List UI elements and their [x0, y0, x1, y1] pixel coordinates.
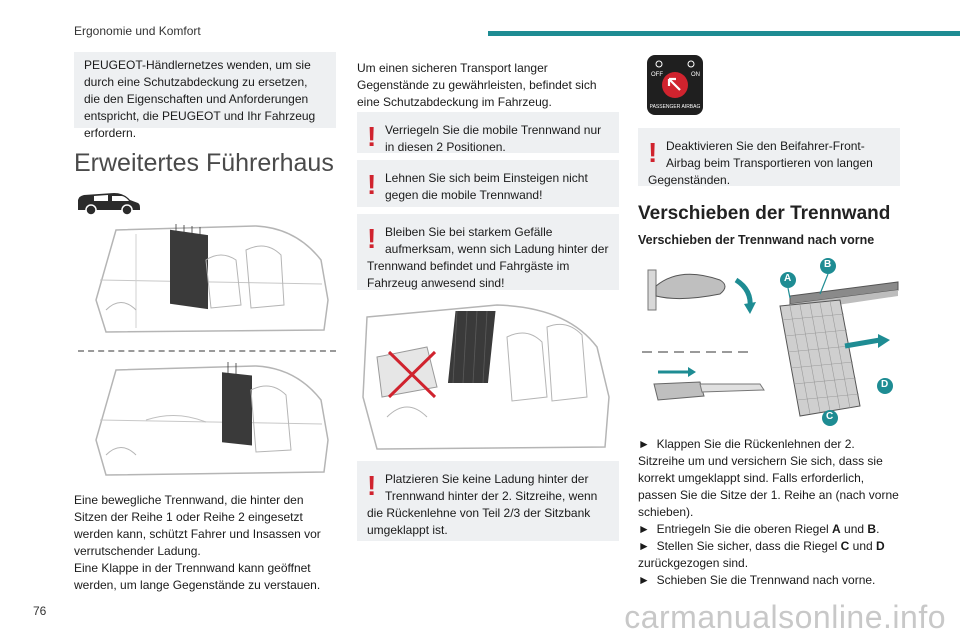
van-partition-row1-illustration — [86, 220, 336, 342]
label-c: C — [826, 411, 834, 422]
warning-text-4: Platzieren Sie keine Ladung hinter der Trennwand hinter der 2. Sitzreihe, wenn die Rückenlehne von Teil 2/3 der Sitzbank umgeklappt ist. — [367, 472, 598, 537]
warning-icon: ! — [367, 470, 377, 501]
section-heading-extended-cab: Erweitertes Führerhaus — [74, 149, 334, 177]
partition-description-1: Eine bewegliche Trennwand, die hinter den Sitzen der Reihe 1 oder Reihe 2 eingesetzt werden kann, schützt Fahrer und Insassen vor verrutschender Ladung. — [74, 493, 321, 558]
no-cargo-behind-partition-illustration — [357, 297, 619, 455]
subheading-move-forward: Verschieben der Trennwand nach vorne — [638, 233, 875, 247]
van-icon — [74, 190, 142, 216]
illustration-separator — [78, 350, 336, 352]
van-partition-row2-illustration — [86, 360, 336, 485]
label-a: A — [784, 273, 792, 284]
warning-icon: ! — [367, 223, 377, 254]
step-arrow: ► — [638, 573, 650, 587]
page-number: 76 — [33, 604, 47, 618]
label-b: B — [824, 259, 832, 270]
warning-text-airbag: Deaktivieren Sie den Beifahrer-Front-Airbag beim Transportieren von langen Gegenständen. — [648, 139, 873, 187]
section-heading-move-partition: Verschieben der Trennwand — [638, 203, 891, 224]
warning-text-2: Lehnen Sie sich beim Einsteigen nicht gegen die mobile Trennwand! — [385, 171, 588, 202]
airbag-caption: PASSENGER AIRBAG — [649, 104, 701, 110]
warning-text-1: Verriegeln Sie die mobile Trennwand nur in diesen 2 Positionen. — [385, 123, 602, 154]
step-4: ► Schieben Sie die Trennwand nach vorne. — [638, 573, 876, 587]
watermark: carmanualsonline.info — [624, 599, 946, 635]
partition-description-2: Eine Klappe in der Trennwand kann geöffnet werden, um lange Gegenstände zu verstauen. — [74, 561, 321, 592]
warning-box-1 — [357, 112, 619, 153]
step-arrow: ► — [638, 522, 650, 536]
passenger-airbag-icon — [647, 55, 703, 115]
warning-text-3: Bleiben Sie bei starkem Gefälle aufmerksam, wenn sich Ladung hinter der Trennwand befindet und Fahrgäste im Fahrzeug anwesend sind! — [367, 225, 609, 290]
continued-note — [74, 52, 336, 140]
step-1: ► Klappen Sie die Rückenlehnen der 2. Sitzreihe um und versichern Sie sich, dass sie korrekt umgeklappt sind. Falls erforderlich, passen Sie die Sitze der 1. Reihe an (nach vorne schieben). — [638, 437, 899, 519]
step-arrow: ► — [638, 539, 650, 553]
step-3: ► Stellen Sie sicher, dass die Riegel C und D zurückgezogen sind. — [638, 539, 885, 570]
continued-note-text: PEUGEOT-Händlernetzes wenden, um sie durch eine Schutzabdeckung zu ersetzen, die den Eigenschaften und Anforderungen entspricht, die PEUGEOT und Ihr Fahrzeug erfordern. — [84, 58, 316, 140]
label-d: D — [881, 379, 889, 390]
warning-box-4 — [357, 461, 619, 541]
intro-paragraph: Um einen sicheren Transport langer Gegenstände zu gewährleisten, befindet sich eine Schutzabdeckung im Fahrzeug. — [357, 61, 597, 109]
warning-icon: ! — [367, 121, 377, 152]
section-title: Ergonomie und Komfort — [74, 24, 201, 38]
airbag-on-label: ON — [691, 72, 700, 78]
warning-icon: ! — [648, 137, 658, 168]
airbag-off-label: OFF — [651, 72, 663, 78]
partition-latch-illustration — [640, 256, 902, 426]
step-2: ► Entriegeln Sie die oberen Riegel A und B. — [638, 522, 880, 536]
warning-box-3 — [357, 214, 619, 290]
warning-icon: ! — [367, 169, 377, 200]
header-accent-bar — [488, 31, 960, 36]
warning-box-2 — [357, 160, 619, 207]
step-arrow: ► — [638, 437, 650, 451]
partition-description — [74, 492, 336, 594]
warning-box-airbag — [638, 128, 900, 186]
instruction-steps — [638, 436, 900, 589]
